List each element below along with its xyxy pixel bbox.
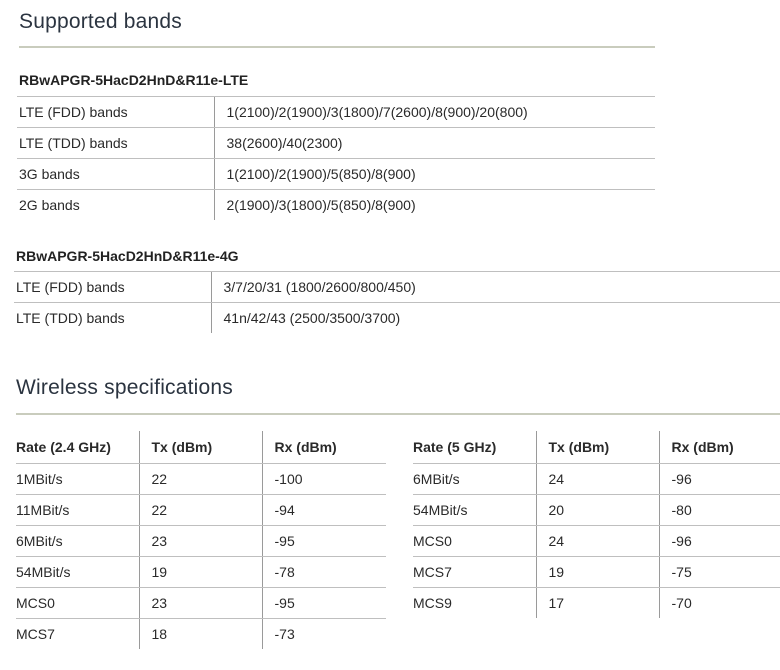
band-label: LTE (TDD) bands	[16, 310, 125, 326]
tx-header: Tx (dBm)	[536, 431, 659, 464]
table-row	[413, 495, 780, 526]
table-row	[16, 464, 386, 495]
band-row	[17, 190, 655, 221]
rate-cell: MCS7	[16, 626, 55, 642]
band-value: 38(2600)/40(2300)	[214, 128, 655, 159]
section-divider	[19, 46, 655, 48]
rate-cell: MCS0	[16, 588, 139, 619]
band-label: 2G bands	[19, 197, 80, 213]
table-row	[413, 526, 780, 557]
table-row	[16, 588, 386, 619]
rx-cell: -95	[262, 588, 386, 619]
band-value: 3/7/20/31 (1800/2600/800/450)	[211, 272, 780, 303]
rx-cell: -100	[262, 464, 386, 495]
band-row	[14, 272, 780, 303]
tx-cell: 22	[139, 495, 262, 526]
tx-cell: 19	[139, 557, 262, 588]
lte-model-name: RBwAPGR-5HacD2HnD&R11e-LTE	[19, 72, 249, 88]
rate-cell: MCS0	[413, 526, 536, 557]
tx-cell: 19	[536, 557, 659, 588]
rx-cell: -80	[659, 495, 780, 526]
tx-cell: 20	[536, 495, 659, 526]
rate-cell: 1MBit/s	[16, 464, 139, 495]
rate-cell: 6MBit/s	[413, 464, 536, 495]
band-row	[14, 303, 780, 334]
rx-cell: -94	[262, 495, 386, 526]
rx-cell: -96	[659, 464, 780, 495]
tx-header: Tx (dBm)	[139, 431, 262, 464]
rate-cell: 6MBit/s	[16, 526, 139, 557]
band-row	[17, 97, 655, 128]
rate-cell: 11MBit/s	[16, 495, 139, 526]
rate-cell: 54MBit/s	[413, 495, 536, 526]
band-label: LTE (TDD) bands	[17, 128, 214, 159]
rate-cell: MCS7	[413, 557, 536, 588]
band-row	[17, 128, 655, 159]
table-row	[16, 495, 386, 526]
band-value: 1(2100)/2(1900)/5(850)/8(900)	[214, 159, 655, 190]
table-row	[413, 557, 780, 588]
4g-model-name: RBwAPGR-5HacD2HnD&R11e-4G	[16, 248, 239, 264]
section-divider	[16, 413, 780, 415]
band-label: 3G bands	[17, 159, 214, 190]
rx-cell: -78	[262, 557, 386, 588]
rate-cell: 54MBit/s	[16, 557, 139, 588]
band-value: 2(1900)/3(1800)/5(850)/8(900)	[214, 190, 655, 221]
band-label: LTE (FDD) bands	[17, 97, 214, 128]
tx-cell: 22	[139, 464, 262, 495]
rx-cell: -73	[262, 619, 386, 650]
rx-cell: -70	[659, 588, 780, 619]
rx-cell: -96	[659, 526, 780, 557]
rates-2-4ghz-table	[16, 431, 386, 649]
band-label: LTE (FDD) bands	[14, 272, 211, 303]
tx-cell: 23	[139, 588, 262, 619]
wireless-specs-title: Wireless specifications	[16, 376, 233, 399]
band-value: 41n/42/43 (2500/3500/3700)	[211, 303, 780, 334]
band-row	[17, 159, 655, 190]
tx-cell: 24	[536, 526, 659, 557]
lte-bands-table	[17, 96, 655, 220]
table-row	[413, 464, 780, 495]
tx-cell: 18	[139, 619, 262, 650]
rx-cell: -75	[659, 557, 780, 588]
table-row	[16, 557, 386, 588]
4g-bands-table	[14, 271, 780, 333]
table-row	[16, 526, 386, 557]
rates-5ghz-table	[413, 431, 780, 618]
rx-cell: -95	[262, 526, 386, 557]
rate-header: Rate (5 GHz)	[413, 431, 536, 464]
tx-cell: 23	[139, 526, 262, 557]
tx-cell: 24	[536, 464, 659, 495]
rate-cell: MCS9	[413, 595, 452, 611]
tx-cell: 17	[536, 588, 659, 619]
table-row	[413, 588, 780, 619]
supported-bands-title: Supported bands	[19, 10, 182, 33]
band-value: 1(2100)/2(1900)/3(1800)/7(2600)/8(900)/20(800)	[214, 97, 655, 128]
rx-header: Rx (dBm)	[659, 431, 780, 464]
table-row	[16, 619, 386, 650]
rx-header: Rx (dBm)	[262, 431, 386, 464]
rate-header: Rate (2.4 GHz)	[16, 431, 139, 464]
